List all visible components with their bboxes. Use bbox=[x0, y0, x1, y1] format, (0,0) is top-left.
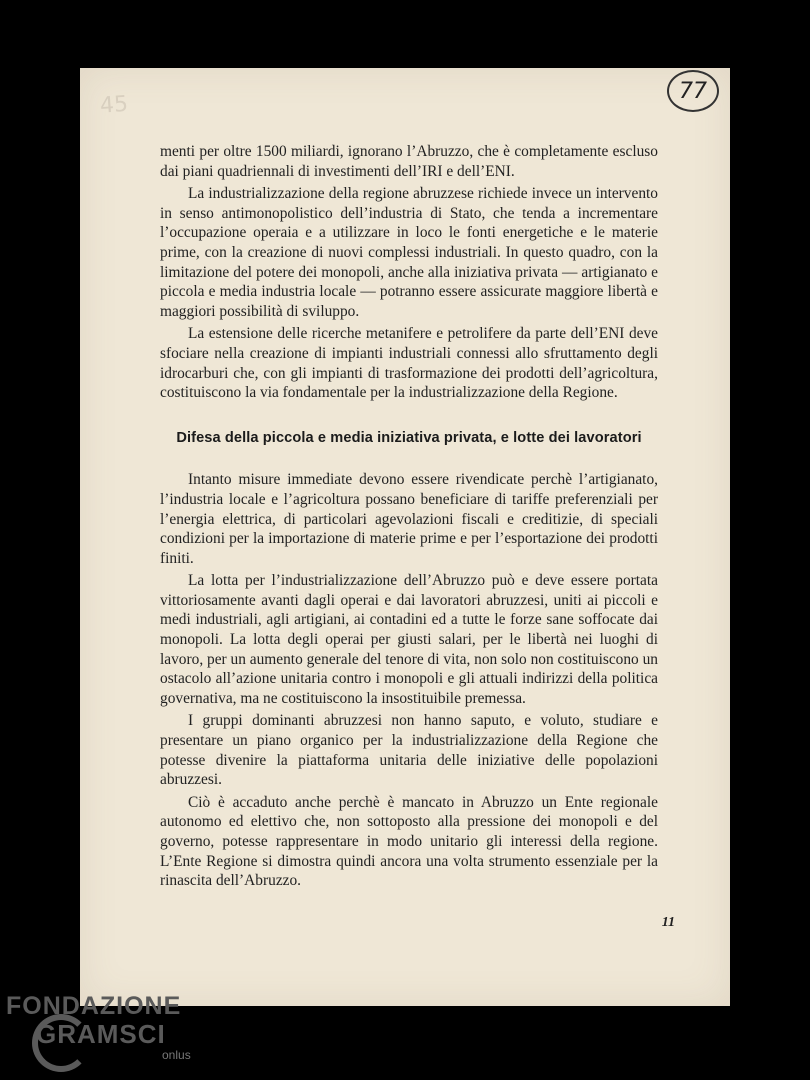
paragraph-7: Ciò è accaduto anche perchè è mancato in Abruzzo un Ente regionale autonomo ed elettivo che, non sottoposto alla pressione dei monopoli e del governo, potesse rappresentare in modo unitario gli interessi della regione. L’Ente Regione si dimostra quindi ancora una volta strumento essenziale per la rinascita dell’Abruzzo. bbox=[160, 793, 658, 890]
logo-line-1: FONDAZIONE bbox=[6, 992, 182, 1020]
section-heading: Difesa della piccola e media iniziativa privata, e lotte dei lavoratori bbox=[176, 429, 642, 446]
fondazione-gramsci-logo bbox=[0, 992, 230, 1080]
body-text bbox=[160, 142, 658, 894]
paragraph-2: La industrializzazione della regione abruzzese richiede invece un intervento in senso antimonopolistico dell’industria di Stato, che tenda a incrementare l’occupazione operaia e a utilizzare in loco le fonti energetiche e le materie prime, con la creazione di nuovi complessi industriali. In questo quadro, con la limitazione del potere dei monopoli, anche alla iniziativa privata — artigianato e piccola e media industria locale — potranno essere assicurate maggiore libertà e maggiori possibilità di sviluppo. bbox=[160, 185, 658, 320]
paragraph-3: La estensione delle ricerche metanifere e petrolifere da parte dell’ENI deve sfociare nella creazione di impianti industriali connessi allo sfruttamento degli idrocarburi che, con gli impianti di trasformazione dei prodotti dell’agricoltura, costituiscono la via fondamentale per la industrializzazione della Regione. bbox=[160, 325, 658, 402]
paragraph-1: menti per oltre 1500 miliardi, ignorano l’Abruzzo, che è completamente escluso dai piani quadriennali di investimenti dell’IRI e dell’ENI. bbox=[160, 143, 658, 180]
paragraph-5: La lotta per l’industrializzazione dell’Abruzzo può e deve essere portata vittoriosamente avanti dagli operai e dai lavoratori abruzzesi, uniti ai piccoli e medi industriali, agli artigiani, ai contadini ed a tutte le forze sane soffocate dai monopoli. La lotta degli operai per giusti salari, per le libertà nei luoghi di lavoro, per un aumento generale del tenore di vita, non solo non costituiscono un ostacolo all’azione unitaria contro i monopoli e gli attuali indirizzi della politica governativa, ma ne costituiscono la insostituibile premessa. bbox=[160, 572, 658, 707]
ghost-folio-number: 45 bbox=[99, 91, 129, 119]
paragraph-6: I gruppi dominanti abruzzesi non hanno saputo, e voluto, studiare e presentare un piano organico per la industrializzazione della Regione che potesse divenire la piattaforma unitaria delle iniziative delle popolazioni abruzzesi. bbox=[160, 712, 658, 789]
page-number: 11 bbox=[661, 915, 675, 930]
archive-stamp-number: 77 bbox=[667, 70, 719, 112]
logo-line-3: onlus bbox=[162, 1048, 191, 1062]
logo-line-2: GRAMSCI bbox=[36, 1019, 166, 1049]
paragraph-4: Intanto misure immediate devono essere rivendicate perchè l’artigianato, l’industria locale e l’agricoltura possano beneficiare di tariffe preferenziali per l’energia elettrica, di particolari agevolazioni fiscali e creditizie, di speciali condizioni per la importazione di materie prime e per l’esportazione dei prodotti finiti. bbox=[160, 471, 658, 567]
